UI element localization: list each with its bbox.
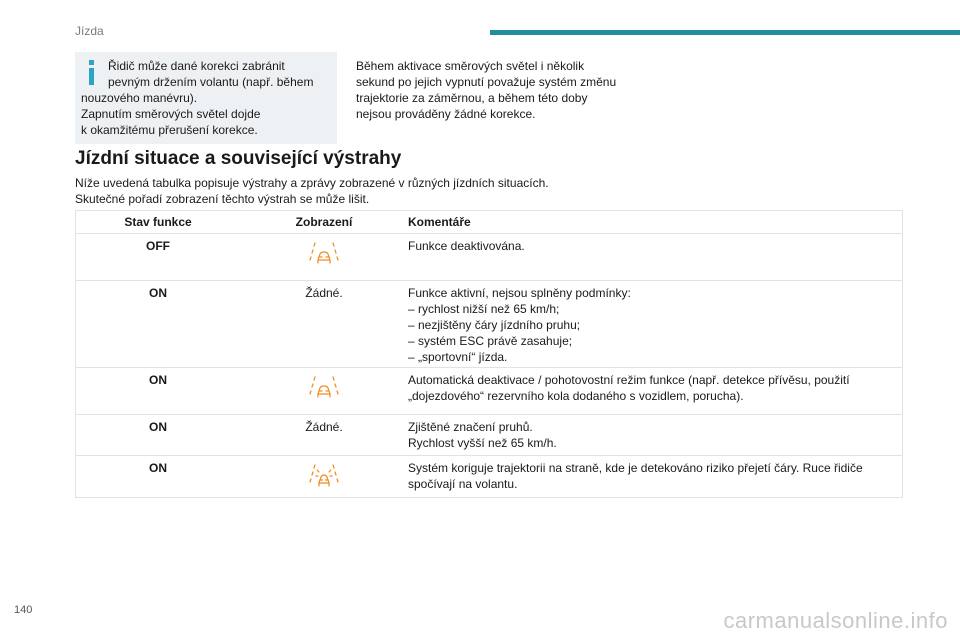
column-header-comments: Komentáře — [408, 215, 471, 229]
paragraph-line: nejsou prováděny žádné korekce. — [356, 107, 536, 121]
column-header-state: Stav funkce — [124, 215, 192, 229]
info-line: Zapnutím směrových světel dojde — [81, 107, 261, 121]
cell-comment — [408, 415, 902, 456]
table-header-row — [76, 211, 902, 234]
info-line: Řidič může dané korekci zabránit — [108, 59, 285, 73]
cell-display: Žádné. — [240, 281, 408, 368]
header-section-label: Jízda — [75, 24, 104, 38]
lane-assist-warning-icon — [309, 240, 339, 268]
cell-state: ON — [76, 456, 240, 499]
table-row — [76, 415, 902, 456]
cell-display — [240, 234, 408, 281]
lane-assist-active-icon — [309, 462, 339, 490]
comment-line: „dojezdového“ rezervního kola dodaného s vozidlem, porucha). — [408, 389, 744, 403]
info-line: nouzového manévru). — [81, 91, 198, 105]
cell-state: ON — [76, 281, 240, 368]
intro-line: Níže uvedená tabulka popisuje výstrahy a zprávy zobrazené v různých jízdních situacích. — [75, 176, 549, 190]
right-paragraph — [356, 58, 646, 122]
intro-line: Skutečné pořadí zobrazení těchto výstrah se může lišit. — [75, 192, 370, 206]
cell-state: ON — [76, 368, 240, 415]
comment-line: – rychlost nižší než 65 km/h; — [408, 302, 560, 316]
paragraph-line: sekund po jejich vypnutí považuje systém změnu — [356, 75, 617, 89]
table-row — [76, 368, 902, 415]
cell-comment — [408, 234, 902, 281]
comment-line: Automatická deaktivace / pohotovostní režim funkce (např. detekce přívěsu, použití — [408, 373, 850, 387]
comment-line: Funkce aktivní, nejsou splněny podmínky: — [408, 286, 631, 300]
cell-display: Žádné. — [240, 415, 408, 456]
cell-comment — [408, 281, 902, 368]
info-box — [75, 52, 337, 144]
cell-state: ON — [76, 415, 240, 456]
table-row — [76, 234, 902, 281]
comment-line: – „sportovní“ jízda. — [408, 350, 508, 364]
cell-comment — [408, 456, 902, 499]
comment-line: spočívají na volantu. — [408, 477, 518, 491]
table-row — [76, 456, 902, 499]
comment-line: Rychlost vyšší než 65 km/h. — [408, 436, 557, 450]
comment-line: – nezjištěny čáry jízdního pruhu; — [408, 318, 581, 332]
comment-line: Systém koriguje trajektorii na straně, kde je detekováno riziko přejetí čáry. Ruce řidiče — [408, 461, 863, 475]
info-text — [81, 58, 331, 138]
cell-display — [240, 456, 408, 499]
comment-line: – systém ESC právě zasahuje; — [408, 334, 573, 348]
watermark: carmanualsonline.info — [723, 608, 948, 633]
page-number: 140 — [14, 604, 33, 616]
column-header-display: Zobrazení — [295, 215, 353, 229]
header-accent-bar — [490, 30, 960, 35]
cell-comment — [408, 368, 902, 415]
info-line: pevným držením volantu (např. během — [108, 75, 314, 89]
warnings-table — [75, 210, 903, 498]
comment-line: Zjištěné značení pruhů. — [408, 420, 533, 434]
lane-assist-warning-icon — [309, 374, 339, 402]
section-title: Jízdní situace a související výstrahy — [75, 148, 402, 169]
paragraph-line: trajektorie za záměrnou, a během této doby — [356, 91, 588, 105]
paragraph-line: Během aktivace směrových světel i několik — [356, 59, 585, 73]
comment-line: Funkce deaktivována. — [408, 239, 525, 253]
info-line: k okamžitému přerušení korekce. — [81, 123, 258, 137]
cell-display — [240, 368, 408, 415]
cell-state: OFF — [76, 234, 240, 281]
table-row — [76, 281, 902, 368]
intro-text — [75, 175, 549, 207]
